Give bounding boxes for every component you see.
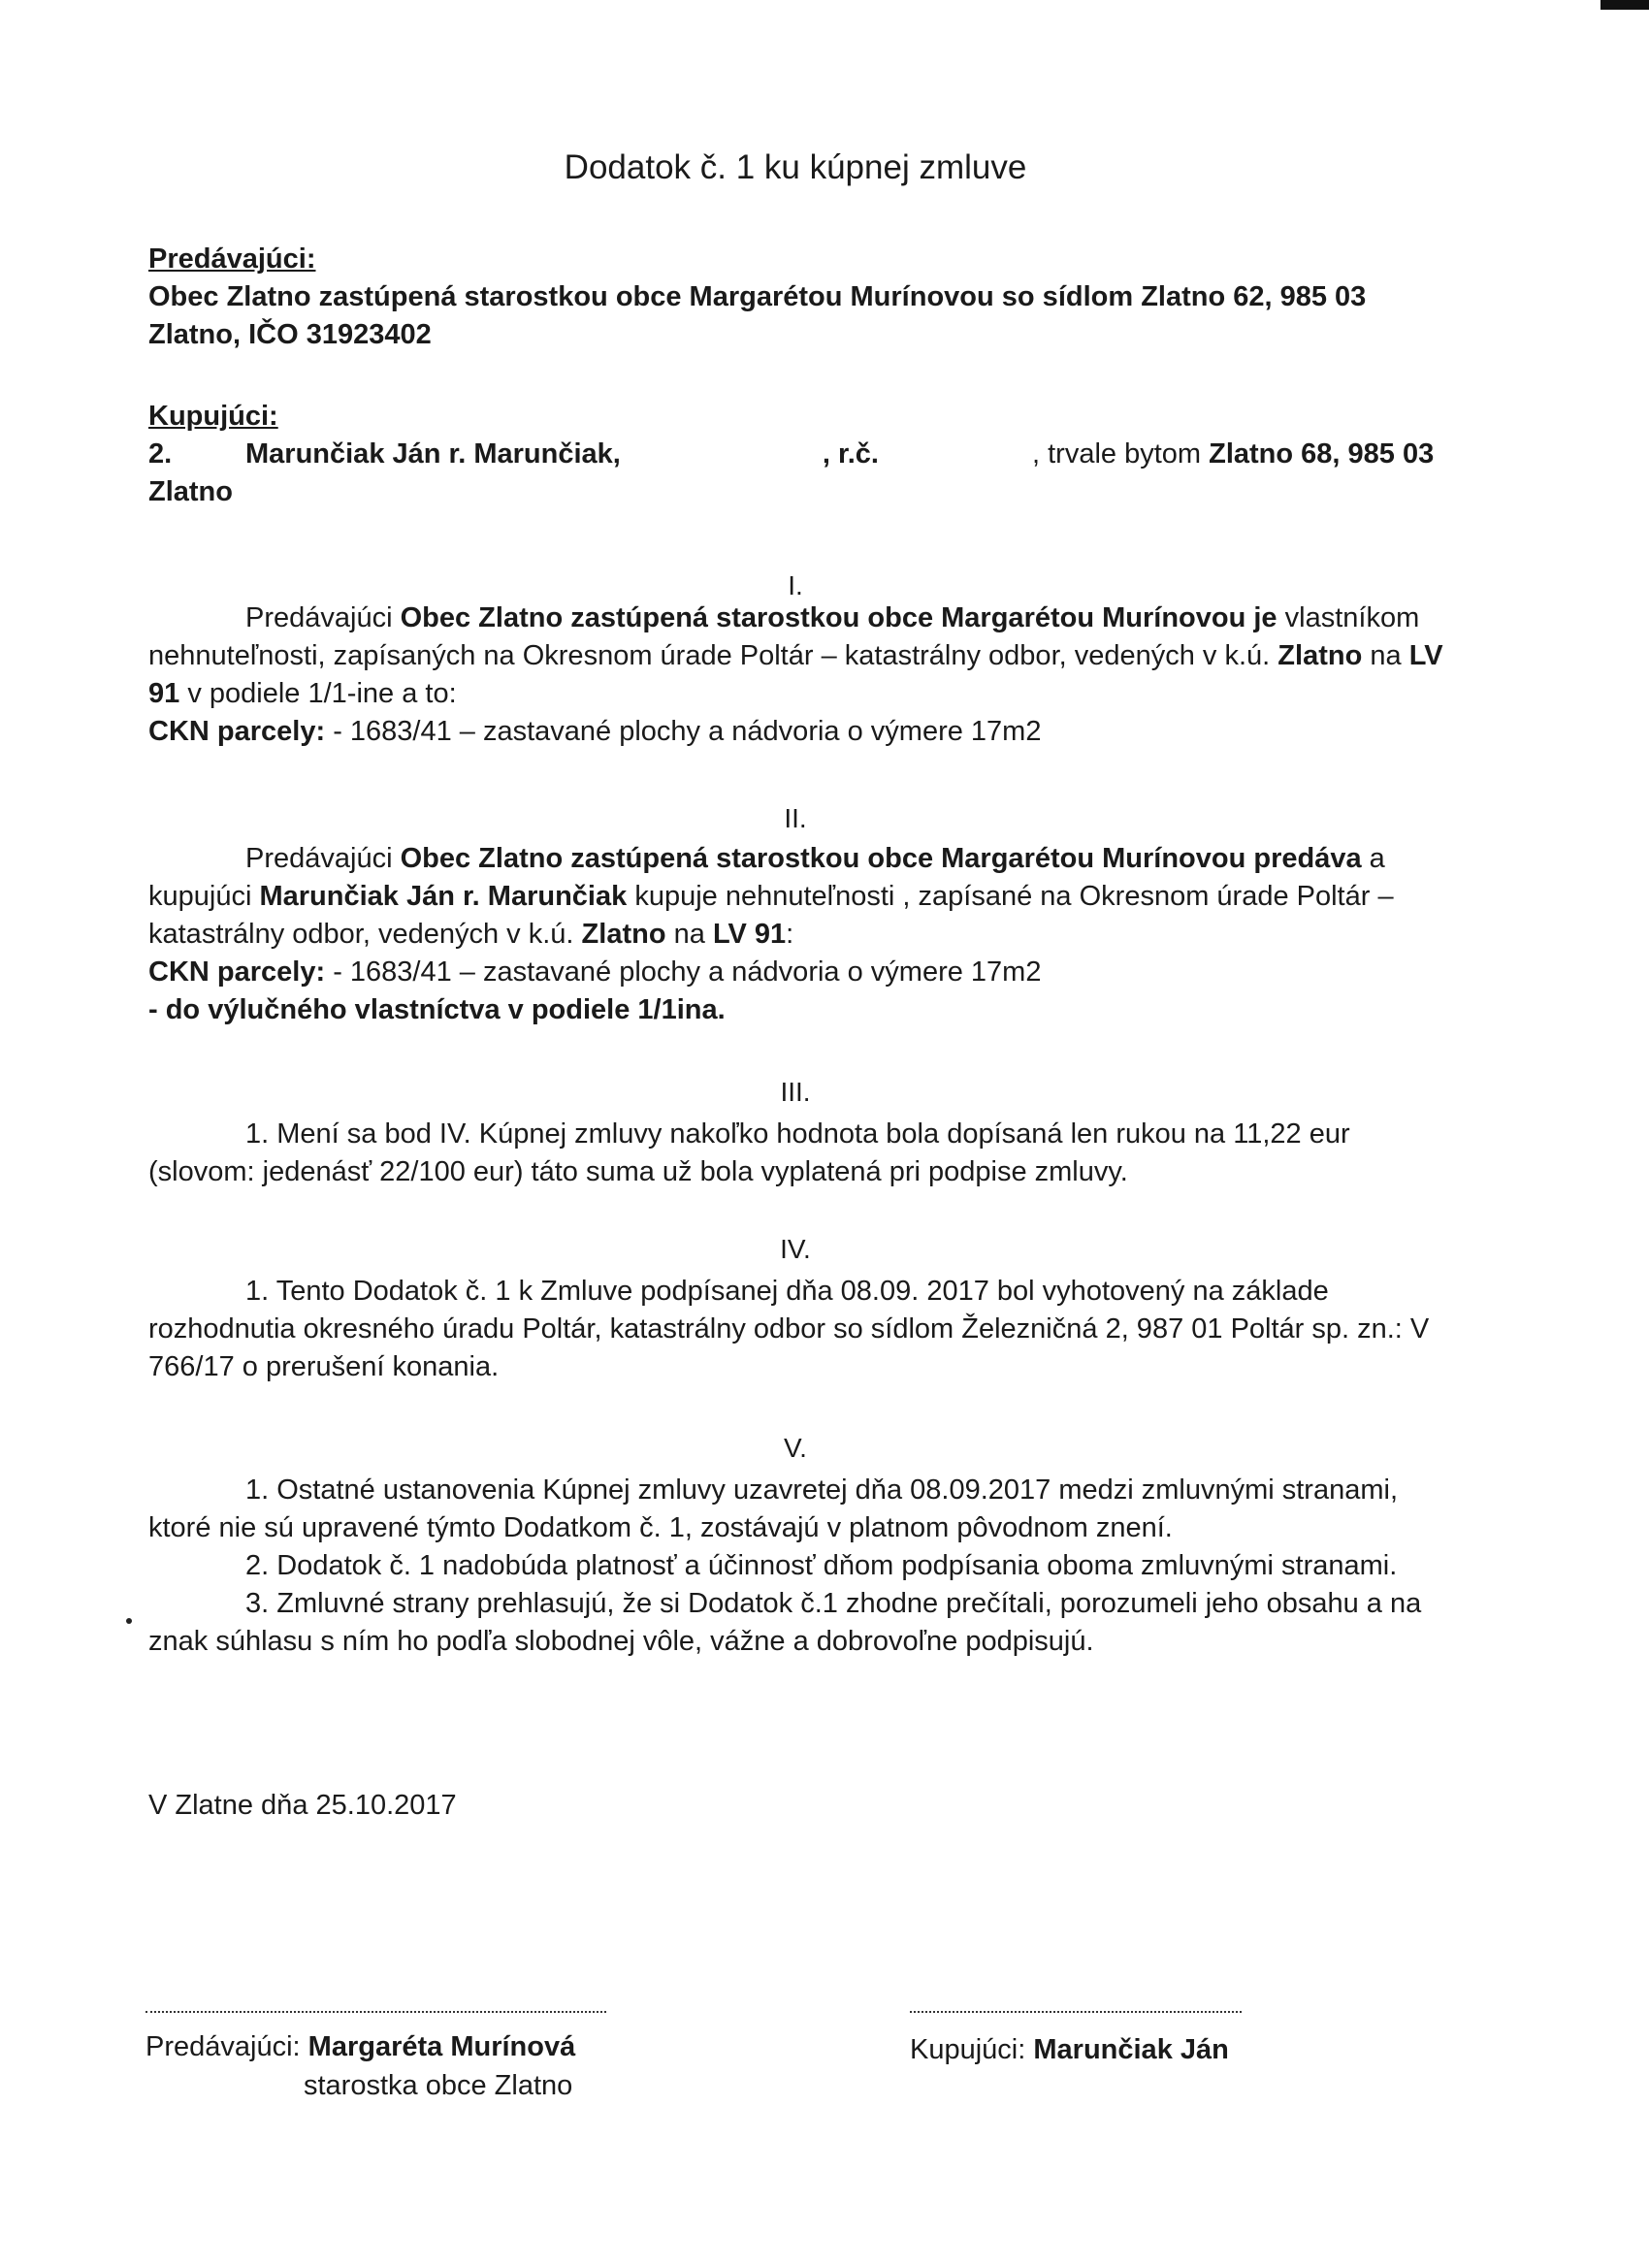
seller-number [51, 278, 148, 316]
s1-text-a: Predávajúci [245, 602, 393, 633]
buyer-name: Marunčiak Ján r. Marunčiak, [245, 438, 621, 470]
buyer-heading: Kupujúci: [148, 401, 278, 432]
s1-ckn-label: CKN parcely: [148, 716, 326, 747]
s2-text-b: Obec Zlatno zastúpená starostkou obce Margarétou Murínovou predáva [400, 843, 1362, 874]
s2-text-c: a kupujúci [148, 843, 1385, 912]
section-4-body [148, 1273, 1448, 1386]
s2-text-a: Predávajúci [245, 843, 393, 874]
s3-text: 1. Mení sa bod IV. Kúpnej zmluvy nakoľko hodnota bola dopísaná len rukou na 11,22 eur (slovom: jedenásť 22/100 eur) táto suma už bola vyplatená pri podpise zmluvy. [148, 1118, 1350, 1187]
scan-corner-mark [1600, 0, 1649, 10]
s4-text: 1. Tento Dodatok č. 1 k Zmluve podpísanej dňa 08.09. 2017 bol vyhotovený na základe rozhodnutia okresného úradu Poltár, katastrálny odbor so sídlom Železničná 2, 987 01 Poltár sp. zn.: V 766/17 o prerušení konania. [148, 1276, 1430, 1382]
seller-signature [146, 2027, 575, 2105]
seller-sig-name: Margaréta Murínová [307, 2031, 576, 2062]
s2-ckn-text: - 1683/41 – zastavané plochy a nádvoria o výmere 17m2 [333, 956, 1042, 988]
section-1-body [148, 599, 1448, 751]
buyer-block [148, 398, 1448, 511]
redacted-rc [887, 443, 1032, 467]
section-2-body [148, 840, 1448, 1029]
seller-text: Obec Zlatno zastúpená starostkou obce Margarétou Murínovou so sídlom Zlatno 62, 985 03 Zlatno, IČO 31923402 [148, 281, 1367, 350]
stray-dot [126, 1618, 132, 1624]
buyer-signature [910, 2030, 1229, 2069]
s2-text-e: kupuje nehnuteľnosti , zapísané na Okresnom úrade Poltár – katastrálny odbor, vedených v k.ú. [148, 881, 1394, 950]
buyer-number: 2. [148, 438, 173, 470]
s2-ckn-label: CKN parcely: [148, 956, 326, 988]
buyer-signature-line [910, 2011, 1242, 2013]
seller-signature-line [146, 2011, 606, 2013]
s2-text-f: Zlatno [581, 919, 666, 950]
s2-text-i: : [786, 919, 794, 950]
section-5-body [148, 1472, 1448, 1661]
s5-p3: 3. Zmluvné strany prehlasujú, že si Dodatok č.1 zhodne prečítali, porozumeli jeho obsahu a na znak súhlasu s ním ho podľa slobodnej vôle, vážne a dobrovoľne podpisujú. [148, 1588, 1422, 1657]
s1-text-f: LV 91 [148, 640, 1443, 709]
section-5-label: V. [784, 1433, 807, 1463]
buyer-residence-label: , trvale bytom [1032, 438, 1202, 470]
s5-p1: 1. Ostatné ustanovenia Kúpnej zmluvy uzavretej dňa 08.09.2017 medzi zmluvnými stranami, ktoré nie sú upravené týmto Dodatkom č. 1, zostávajú v platnom pôvodnom znení. [148, 1474, 1399, 1543]
section-4-label: IV. [780, 1234, 811, 1264]
s2-ownership: - do výlučného vlastníctva v podiele 1/1ina. [148, 994, 726, 1025]
section-3-label: III. [780, 1077, 811, 1107]
s1-ckn-text: - 1683/41 – zastavané plochy a nádvoria o výmere 17m2 [333, 716, 1042, 747]
section-2-label: II. [784, 803, 807, 833]
redacted-birthname [629, 443, 823, 467]
seller-sig-label: Predávajúci: [146, 2031, 301, 2062]
s1-text-b: Obec Zlatno zastúpená starostkou obce Margarétou Murínovou je [400, 602, 1277, 633]
buyer-rc-label: , r.č. [822, 438, 879, 470]
s1-text-c: vlastníkom nehnuteľnosti, zapísaných na Okresnom úrade Poltár – katastrálny odbor, vedených v k.ú. [148, 602, 1420, 671]
s1-text-e: na [1370, 640, 1402, 671]
buyer-address: Zlatno 68, 985 03 Zlatno [148, 438, 1435, 507]
document-title: Dodatok č. 1 ku kúpnej zmluve [564, 148, 1027, 186]
s1-text-d: Zlatno [1277, 640, 1363, 671]
seller-block [148, 241, 1448, 354]
s1-text-g: v podiele 1/1-ine a to: [187, 678, 457, 709]
section-1-label: I. [788, 570, 803, 600]
s2-text-h: LV 91 [712, 919, 787, 950]
s2-text-g: na [673, 919, 705, 950]
s2-text-d: Marunčiak Ján r. Marunčiak [259, 881, 628, 912]
buyer-sig-label: Kupujúci: [910, 2034, 1026, 2065]
seller-sig-role: starostka obce Zlatno [304, 2070, 573, 2101]
s5-p2: 2. Dodatok č. 1 nadobúda platnosť a účinnosť dňom podpísania oboma zmluvnými stranami. [245, 1550, 1398, 1581]
seller-heading: Predávajúci: [148, 243, 316, 275]
place-date: V Zlatne dňa 25.10.2017 [148, 1790, 457, 1821]
buyer-sig-name: Marunčiak Ján [1033, 2034, 1229, 2065]
section-3-body [148, 1116, 1448, 1191]
